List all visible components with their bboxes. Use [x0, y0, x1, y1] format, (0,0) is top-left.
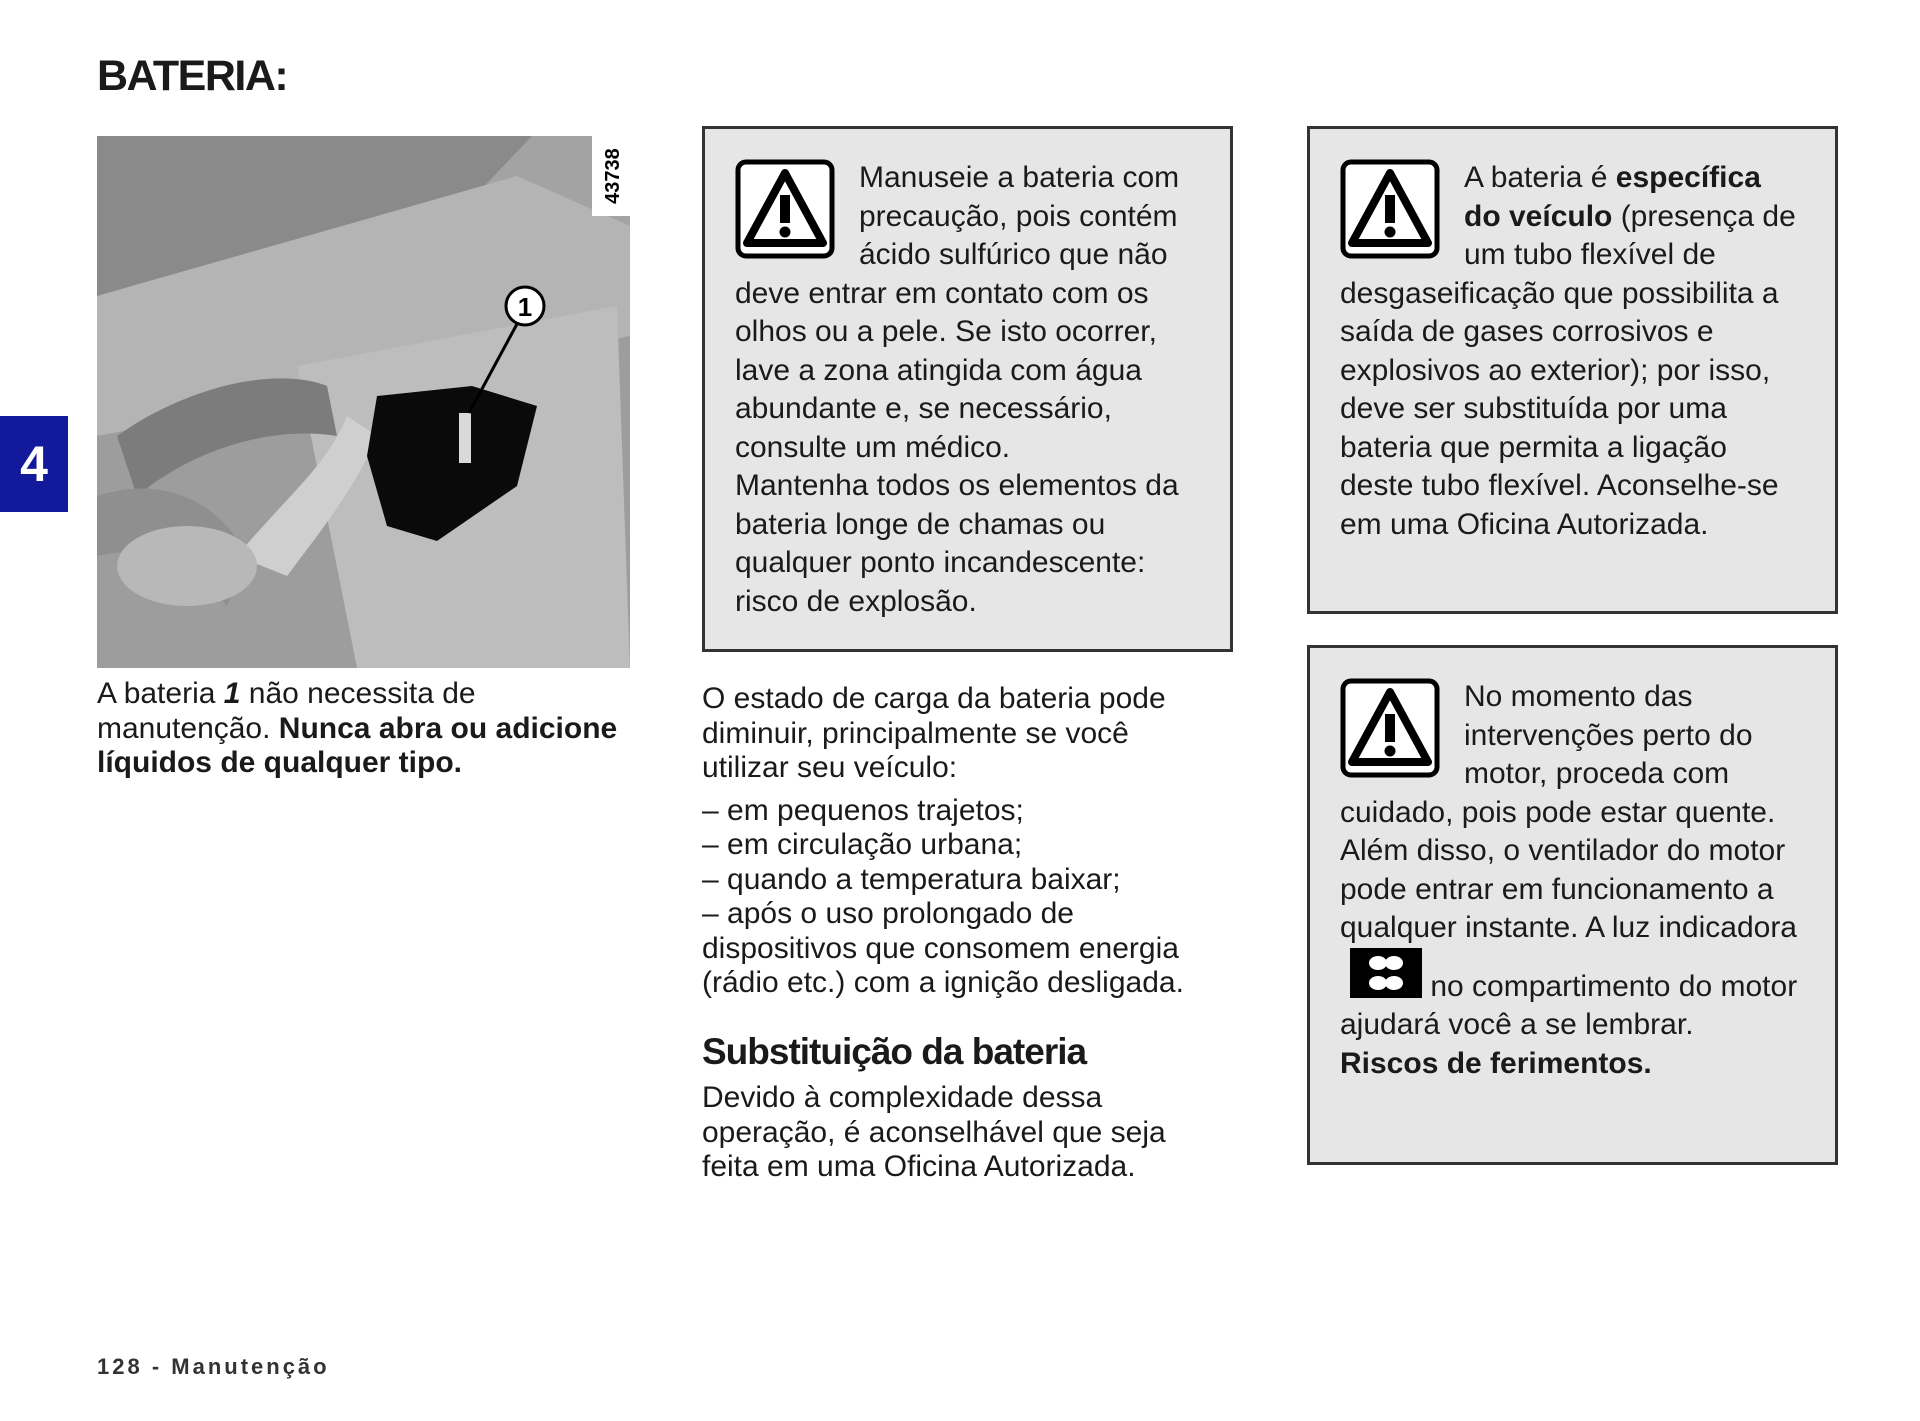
replacement-text: Devido à complexidade dessa operação, é aconselhável que seja feita em uma Oficina Autorizada.: [702, 1081, 1166, 1183]
charge-intro: O estado de carga da bateria pode diminuir, principalmente se você utilizar seu veículo:: [702, 682, 1166, 784]
list-item: – após o uso prolongado de dispositivos que consomem energia (rádio etc.) com a ignição desligada.: [702, 897, 1222, 1001]
engine-hot-text: No momento das intervenções perto do motor, proceda com cuidado, pois pode estar quente. Além disso, o ventilador do motor pode entrar em funcionamento a qualquer instante. A luz indicadora no compartimento do motor ajudará você a se lembrar. Riscos de ferimentos.: [1340, 680, 1798, 1080]
page-footer: 128 - Manutenção: [97, 1354, 330, 1379]
charge-conditions-list: [702, 794, 1222, 1001]
list-item: – quando a temperatura baixar;: [702, 863, 1222, 898]
chapter-number: 4: [20, 436, 48, 492]
warning-box-vehicle-specific: [1307, 126, 1838, 614]
figure-code: 43738: [602, 148, 624, 204]
engine-fan-icon: [1350, 948, 1422, 998]
charge-section: [702, 682, 1222, 1185]
warning-box-engine-hot: [1307, 645, 1838, 1165]
vehicle-specific-bold: específica do veículo: [1464, 161, 1761, 233]
caption-ref: 1: [223, 677, 241, 710]
vehicle-specific-text: A bateria é específica do veículo (presença de um tubo flexível de desgaseificação que possibilita a saída de gases corrosivos e explosivos ao exterior); por isso, deve ser substituída por uma bateria que permita a ligação deste tubo flexível. Aconselhe-se em uma Oficina Autorizada.: [1340, 161, 1796, 541]
warning-triangle-icon: [1340, 159, 1440, 259]
injury-risk-text: Riscos de ferimentos.: [1340, 1046, 1652, 1080]
page-title: BATERIA:: [97, 52, 288, 100]
chapter-tab: [0, 416, 68, 512]
warning-triangle-icon: [735, 159, 835, 259]
replacement-heading: Substituição da bateria: [702, 1030, 1087, 1072]
list-item: – em circulação urbana;: [702, 828, 1222, 863]
caption-warning: Nunca abra ou adicione líquidos de qualquer tipo.: [97, 711, 618, 779]
explosion-warning-text: Mantenha todos os elementos da bateria longe de chamas ou qualquer ponto incandescente: risco de explosão.: [735, 469, 1179, 618]
list-item: – em pequenos trajetos;: [702, 794, 1222, 829]
warning-box-acid: [702, 126, 1233, 652]
figure-callout: 1: [517, 292, 533, 322]
acid-warning-text: Manuseie a bateria com precaução, pois contém ácido sulfúrico que não deve entrar em contato com os olhos ou a pele. Se isto ocorrer, lave a zona atingida com água abundante e, se necessário, consulte um médico.: [735, 161, 1180, 464]
battery-caption: A bateria 1 não necessita de manutenção. Nunca abra ou adicione líquidos de qualquer tipo.: [97, 677, 618, 779]
engine-bay-illustration: [97, 136, 630, 668]
warning-triangle-icon: [1340, 678, 1440, 778]
